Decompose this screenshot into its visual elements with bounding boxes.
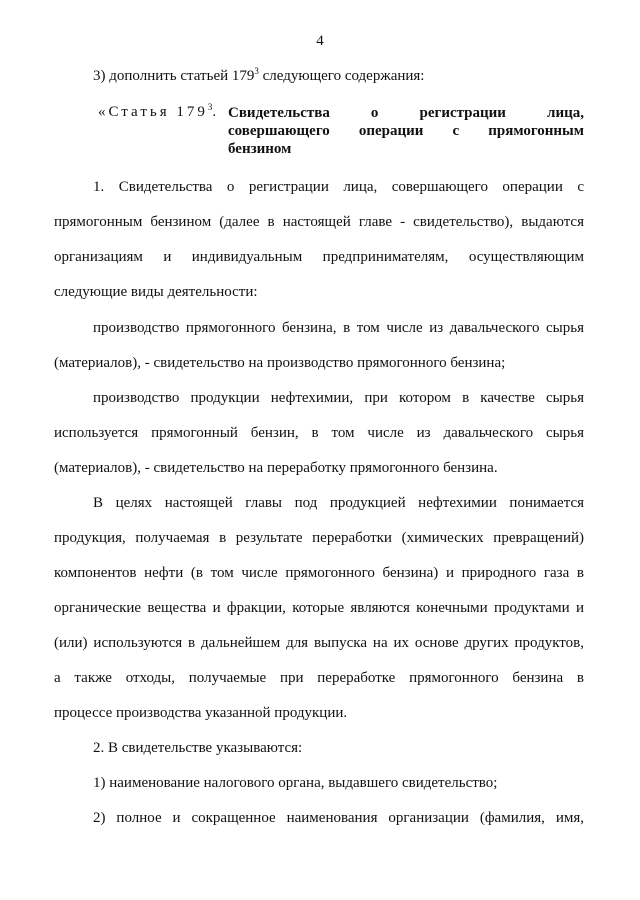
article-label: «Статья $179^3$. [98,102,217,120]
text-line: 1) наименование налогового органа, выдавшего свидетельство; [93,775,498,791]
text-line: производство прямогонного бензина, в том числе из давальческого сырья [93,320,584,336]
item-3-line: 3) дополнить статьей $179^3$ следующего содержания: [93,66,425,84]
text-line: процессе производства указанной продукции. [54,705,348,721]
text-line: производство продукции нефтехимии, при котором в качестве сырья [93,390,584,406]
text-line: 1. Свидетельства о регистрации лица, совершающего операции с [93,179,584,195]
text-line: прямогонным бензином (далее в настоящей главе - свидетельство), выдаются [54,214,584,230]
text-line: используется прямогонный бензин, в том числе из давальческого сырья [54,425,584,441]
text-line: (материалов), - свидетельство на производство прямогонного бензина; [54,355,506,371]
text-line: 2. В свидетельстве указываются: [93,740,303,756]
text-line: В целях настоящей главы под продукцией нефтехимии понимается [93,495,584,511]
article-title-line: бензином [228,141,292,157]
article-title-line: совершающего операции с прямогонным [228,123,584,139]
text-line: продукция, получаемая в результате переработки (химических превращений) [54,530,584,546]
page-number: 4 [316,33,324,49]
text-line: 2) полное и сокращенное наименования организации (фамилия, имя, [93,810,584,826]
text-line: следующие виды деятельности: [54,284,258,300]
text-line: компонентов нефти (в том числе прямогонного бензина) и природного газа в [54,565,584,581]
text-line: органические вещества и фракции, которые являются конечными продуктами и [54,600,584,616]
text-line: (или) используются в дальнейшем для выпуска на их основе других продуктов, [54,635,584,651]
text-line: организациям и индивидуальным предпринимателям, осуществляющим [54,249,584,265]
text-line: (материалов), - свидетельство на переработку прямогонного бензина. [54,460,498,476]
text-line: а также отходы, получаемые при переработке прямогонного бензина в [54,670,584,686]
article-title-line: Свидетельства о регистрации лица, [228,105,584,121]
